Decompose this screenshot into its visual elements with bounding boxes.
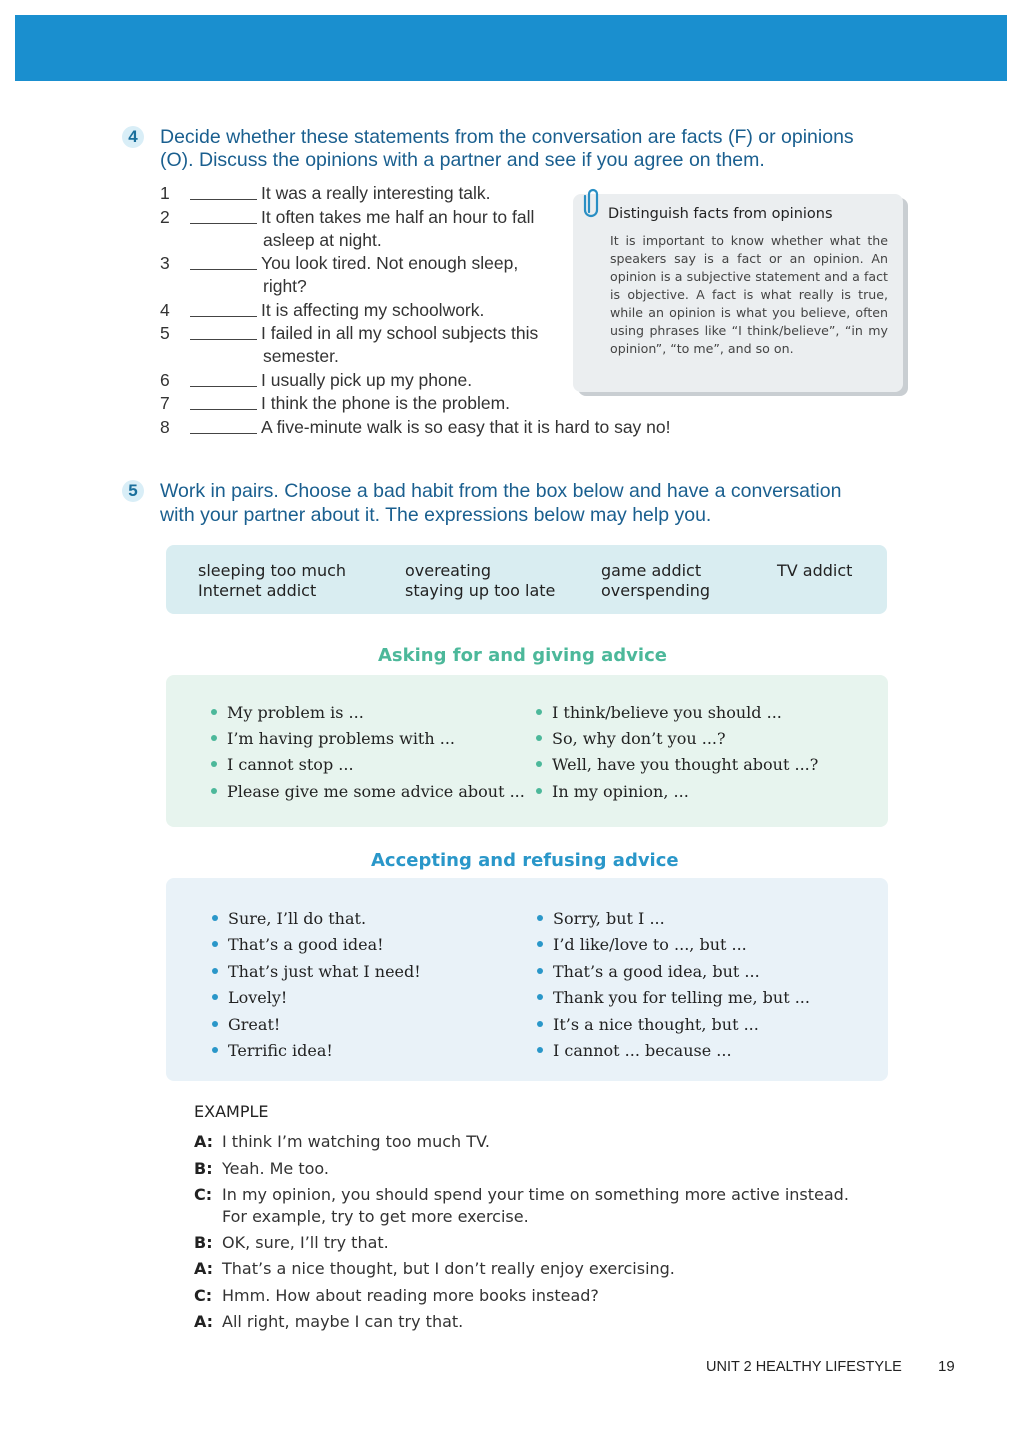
- statement-number: 8: [160, 417, 170, 437]
- expression-item: So, why don’t you ...?: [536, 729, 726, 748]
- bullet-dot-icon: [536, 788, 542, 794]
- answer-blank[interactable]: [190, 409, 257, 410]
- statement-number: 6: [160, 370, 170, 390]
- section-title-accepting-advice: Accepting and refusing advice: [371, 850, 679, 871]
- habit-option[interactable]: game addict: [601, 561, 702, 580]
- expression-item: That’s just what I need!: [212, 962, 421, 981]
- expression-item: That’s a good idea!: [212, 935, 384, 954]
- statement-text: It was a really interesting talk.: [261, 183, 491, 203]
- habit-option[interactable]: overspending: [601, 581, 711, 600]
- paperclip-icon: [583, 186, 603, 218]
- header-bar: [15, 15, 1007, 81]
- exercise4-instruction-line1: Decide whether these statements from the conversation are facts (F) or opinions: [160, 126, 854, 148]
- exercise-number-5: 5: [122, 480, 144, 502]
- expression-item: Sure, I’ll do that.: [212, 909, 366, 928]
- answer-blank[interactable]: [190, 223, 257, 224]
- habit-option[interactable]: Internet addict: [198, 581, 317, 600]
- habit-option[interactable]: sleeping too much: [198, 561, 347, 580]
- section-title-asking-advice: Asking for and giving advice: [378, 645, 667, 666]
- bullet-dot-icon: [212, 941, 218, 947]
- bullet-dot-icon: [211, 709, 217, 715]
- bullet-dot-icon: [537, 994, 543, 1000]
- exercise5-instruction-line1: Work in pairs. Choose a bad habit from the box below and have a conversation: [160, 480, 842, 502]
- expression-item: Great!: [212, 1015, 280, 1034]
- bullet-dot-icon: [537, 915, 543, 921]
- page-number: 19: [938, 1358, 955, 1375]
- expression-item: I’m having problems with ...: [211, 729, 455, 748]
- answer-blank[interactable]: [190, 339, 257, 340]
- exercise5-instruction-line2: with your partner about it. The expressions below may help you.: [160, 504, 712, 526]
- statement-text-cont: semester.: [263, 346, 339, 366]
- expression-item: Thank you for telling me, but ...: [537, 988, 810, 1007]
- bullet-dot-icon: [211, 735, 217, 741]
- statement-text: I usually pick up my phone.: [261, 370, 473, 390]
- bullet-dot-icon: [536, 761, 542, 767]
- asking-advice-box: [166, 675, 888, 827]
- statement-number: 2: [160, 207, 170, 227]
- statement-text: I failed in all my school subjects this: [261, 323, 539, 343]
- statement-text-cont: right?: [263, 276, 307, 296]
- expression-item: Sorry, but I ...: [537, 909, 665, 928]
- expression-item: Well, have you thought about ...?: [536, 755, 818, 774]
- bullet-dot-icon: [212, 968, 218, 974]
- bullet-dot-icon: [212, 1047, 218, 1053]
- answer-blank[interactable]: [190, 199, 257, 200]
- bullet-dot-icon: [537, 941, 543, 947]
- footer-unit-title: UNIT 2 HEALTHY LIFESTYLE: [706, 1359, 902, 1375]
- bullet-dot-icon: [537, 1021, 543, 1027]
- bullet-dot-icon: [536, 735, 542, 741]
- statement-text: A five-minute walk is so easy that it is hard to say no!: [261, 417, 671, 437]
- statement-number: 7: [160, 393, 170, 413]
- bullet-dot-icon: [211, 788, 217, 794]
- exercise-number-4: 4: [122, 126, 144, 148]
- statement-text-cont: asleep at night.: [263, 230, 382, 250]
- expression-item: I’d like/love to ..., but ...: [537, 935, 747, 954]
- tip-body: It is important to know whether what the speakers say is a fact or an opinion. An opinion is a subjective statement and a fact is objective. A fact is what really is true, while an opinion is what you believe, often using phrases like “I think/believe”, “in my opinion”, “to me”, and so on.: [610, 233, 888, 356]
- statement-number: 1: [160, 183, 170, 203]
- bullet-dot-icon: [212, 1021, 218, 1027]
- expression-item: Terrific idea!: [212, 1041, 333, 1060]
- bullet-dot-icon: [536, 709, 542, 715]
- bullet-dot-icon: [211, 761, 217, 767]
- answer-blank[interactable]: [190, 269, 257, 270]
- bullet-dot-icon: [537, 968, 543, 974]
- exercise4-instruction-line2: (O). Discuss the opinions with a partner and see if you agree on them.: [160, 149, 765, 171]
- expression-item: I cannot stop ...: [211, 755, 354, 774]
- statement-text: You look tired. Not enough sleep,: [261, 253, 519, 273]
- tip-title: Distinguish facts from opinions: [608, 206, 833, 222]
- bullet-dot-icon: [212, 915, 218, 921]
- expression-item: It’s a nice thought, but ...: [537, 1015, 759, 1034]
- answer-blank[interactable]: [190, 433, 257, 434]
- answer-blank[interactable]: [190, 316, 257, 317]
- expression-item: Lovely!: [212, 988, 287, 1007]
- statement-number: 5: [160, 323, 170, 343]
- statement-number: 3: [160, 253, 170, 273]
- expression-item: Please give me some advice about ...: [211, 782, 525, 801]
- bullet-dot-icon: [212, 994, 218, 1000]
- statement-text: It often takes me half an hour to fall: [261, 207, 535, 227]
- statement-text: It is affecting my schoolwork.: [261, 300, 485, 320]
- expression-item: I think/believe you should ...: [536, 703, 782, 722]
- expression-item: My problem is ...: [211, 703, 364, 722]
- statement-text: I think the phone is the problem.: [261, 393, 511, 413]
- habit-option[interactable]: staying up too late: [405, 581, 556, 600]
- answer-blank[interactable]: [190, 386, 257, 387]
- expression-item: I cannot ... because ...: [537, 1041, 732, 1060]
- statement-number: 4: [160, 300, 170, 320]
- bullet-dot-icon: [537, 1047, 543, 1053]
- habit-option[interactable]: overeating: [405, 561, 491, 580]
- expression-item: In my opinion, ...: [536, 782, 689, 801]
- habit-option[interactable]: TV addict: [777, 561, 853, 580]
- expression-item: That’s a good idea, but ...: [537, 962, 760, 981]
- example-label: EXAMPLE: [194, 1102, 269, 1121]
